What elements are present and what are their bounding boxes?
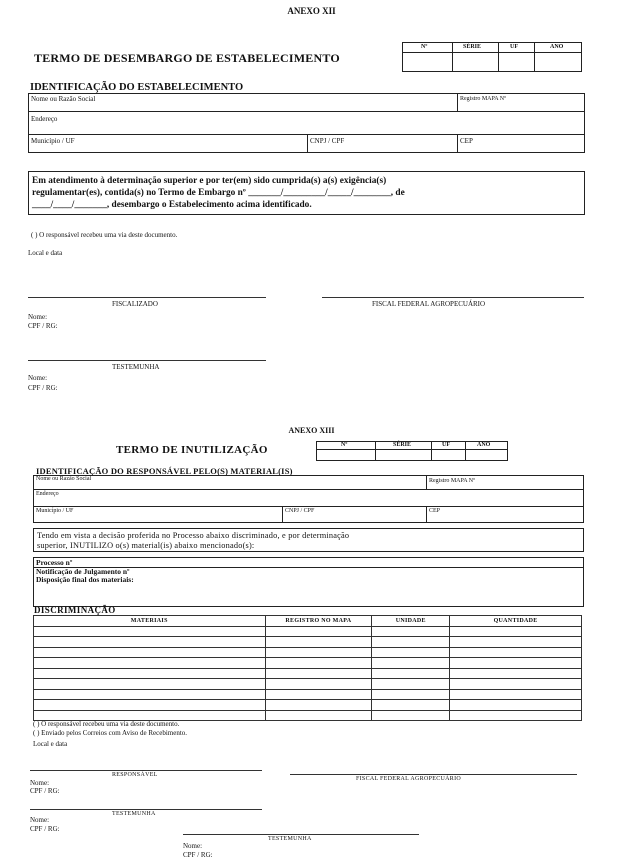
sig-line-inspected [28,297,266,298]
table-row [34,647,582,658]
discrimination-title: DISCRIMINAÇÃO [34,605,116,615]
annex13-title: ANEXO XIII [288,426,335,435]
col-header-materials: MATERIAIS [34,616,266,627]
table-row [34,668,582,679]
annex13-cpf-label-2: CPF / RG: [30,825,60,833]
annex12-name-label-2: Nome: [28,374,48,382]
annex13-mail-checkbox[interactable]: ( ) Enviado pelos Correios com Aviso de Recebimento. [33,729,188,737]
statement13-line-2: superior, INUTILIZO o(s) material(is) abaixo mencionado(s): [37,541,255,550]
annex13-cpf-label-3: CPF / RG: [183,851,213,859]
field13-cep-label: CEP [429,508,441,514]
sig-label-witness: TESTEMUNHA [112,363,160,371]
statement-line-2: regulamentar(es), contida(s) no Termo de Embargo nº _______/_________/_____/________, de [32,188,405,198]
col-header-unit: UNIDADE [372,616,450,627]
annex13-section-title: IDENTIFICAÇÃO DO RESPONSÁVEL PELO(S) MATERIAL(IS) [36,466,293,476]
table-row [34,710,582,721]
annex12-establishment-box [28,93,585,153]
annex13-form-title: TERMO DE INUTILIZAÇÃO [116,444,268,456]
id13-header-uf: UF [442,442,450,448]
annex13-place-date: Local e data [33,740,68,748]
field-city-label: Município / UF [31,137,75,145]
field-name-label: Nome ou Razão Social [31,95,96,103]
id-header-year: ANO [550,44,564,50]
id13-header-number: Nº [341,442,348,448]
sig-label-fiscal: FISCAL FEDERAL AGROPECUÁRIO [372,300,486,308]
annex12-section-title: IDENTIFICAÇÃO DO ESTABELECIMENTO [30,82,244,93]
col-header-quantity: QUANTIDADE [450,616,582,627]
id-header-number: Nº [421,44,428,50]
annex13-responsible-box [33,475,584,523]
notification-label: Notificação de Julgamento nº [36,567,130,576]
annex13-name-label-3: Nome: [183,842,203,850]
annex13-cpf-label: CPF / RG: [30,787,60,795]
annex12-receipt-checkbox[interactable]: ( ) O responsável recebeu uma via deste documento. [31,231,178,239]
annex12-title: ANEXO XII [287,6,336,16]
id-header-uf: UF [510,44,518,50]
id13-header-year: ANO [477,442,491,448]
statement13-line-1: Tendo em vista a decisão proferida no Processo abaixo discriminado, e por determinação [37,531,350,540]
annex12-place-date: Local e data [28,249,63,257]
table-row [34,637,582,648]
field13-address-label: Endereço [36,491,59,497]
table-row [34,700,582,711]
annex12-name-label: Nome: [28,313,48,321]
annex12-statement-box [28,171,585,215]
annex12-cpf-label: CPF / RG: [28,322,58,330]
field-cnpj-label: CNPJ / CPF [310,137,345,145]
table-row [34,658,582,669]
field-address-label: Endereço [31,115,58,123]
field-mapa-label: Registro MAPA Nº [460,96,506,102]
disposal-label: Disposição final dos materiais: [36,575,134,584]
sig-line-responsible [30,770,262,771]
annex13-name-label: Nome: [30,779,50,787]
table-row [34,689,582,700]
sig13-label-fiscal: FISCAL FEDERAL AGROPECUÁRIO [356,776,461,782]
annex13-process-box [33,557,584,607]
sig-line-fiscal [322,297,584,298]
col-header-mapa: REGISTRO NO MAPA [265,616,372,627]
sig13-label-witness-1: TESTEMUNHA [112,811,156,817]
id13-header-series: SÉRIE [393,442,412,448]
discrimination-table [33,615,582,721]
statement-line-3: ____/____/_______, desembargo o Estabelecimento acima identificado. [32,200,312,210]
field13-name-label: Nome ou Razão Social [36,476,92,482]
sig13-line-fiscal [290,774,577,775]
annex13-receipt-checkbox[interactable]: ( ) O responsável recebeu uma via deste documento. [33,720,180,728]
table-row [34,679,582,690]
field13-cnpj-label: CNPJ / CPF [285,508,315,514]
id-header-series: SÉRIE [463,44,482,50]
sig13-line-witness-1 [30,809,262,810]
annex13-statement-box [33,528,584,552]
annex12-id-box [402,42,582,72]
field13-city-label: Município / UF [36,508,74,514]
sig13-label-witness-2: TESTEMUNHA [268,836,312,842]
field-cep-label: CEP [460,137,473,145]
sig13-line-witness-2 [183,834,419,835]
statement-line-1: Em atendimento à determinação superior e por ter(em) sido cumprida(s) a(s) exigência(s) [32,176,387,186]
table-row [34,626,582,637]
sig-label-inspected: FISCALIZADO [112,300,158,308]
sig-line-witness [28,360,266,361]
annex13-id-box [316,441,508,461]
field13-mapa-label: Registro MAPA Nº [429,478,475,484]
sig-label-responsible: RESPONSÁVEL [112,772,158,778]
annex12-cpf-label-2: CPF / RG: [28,384,58,392]
annex13-name-label-2: Nome: [30,816,50,824]
process-number-label: Processo nº [36,558,73,567]
annex12-form-title: TERMO DE DESEMBARGO DE ESTABELECIMENTO [34,51,340,65]
